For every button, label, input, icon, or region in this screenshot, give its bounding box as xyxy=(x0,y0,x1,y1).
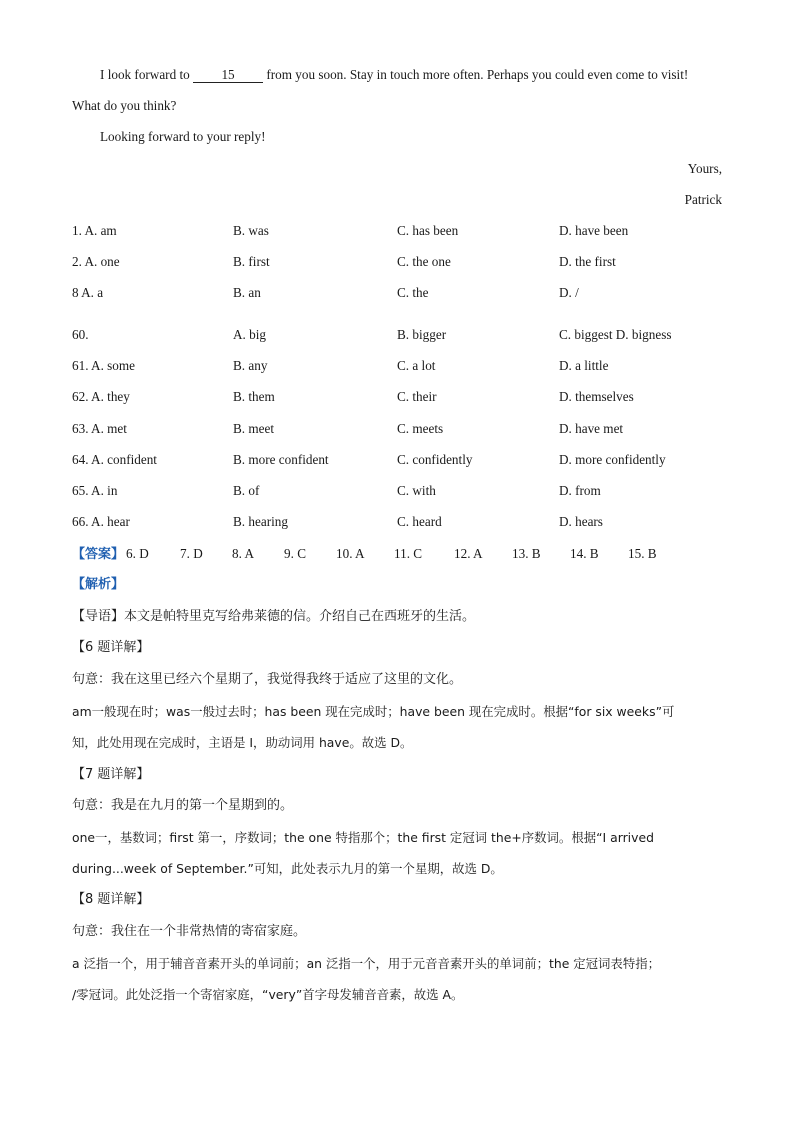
option-c: C. has been xyxy=(397,223,459,238)
analysis-tag-text: 【解析】 xyxy=(72,577,125,592)
q8-explanation-2: /零冠词。此处泛指一个寄宿家庭，“very”首字母发辅音音素，故选 A。 xyxy=(72,987,464,1002)
option-d: D. more confidently xyxy=(559,452,666,467)
blank-15: 15 xyxy=(193,68,263,83)
option-b: A. big xyxy=(233,327,266,342)
guide-text: 本文是帕特里克写给弗莱德的信。介绍自己在西班牙的生活。 xyxy=(124,609,476,624)
q7-tag: 【7 题详解】 xyxy=(72,767,150,782)
option-num: 2. A. one xyxy=(72,254,120,269)
option-num: 8 A. a xyxy=(72,285,104,300)
option-num: 61. A. some xyxy=(72,358,136,373)
q6-explanation-2: 知，此处用现在完成时，主语是 I，助动词用 have。故选 D。 xyxy=(72,735,413,750)
option-b: B. was xyxy=(233,223,269,238)
letter-line-1 xyxy=(100,67,688,83)
option-b: B. hearing xyxy=(233,514,288,529)
option-num: 66. A. hear xyxy=(72,514,130,529)
option-d: D. a little xyxy=(559,358,609,373)
answer-tag: 【答案】 xyxy=(72,547,125,562)
answer-item: 13. B xyxy=(512,546,541,561)
option-d: D. from xyxy=(559,483,601,498)
letter-text: I look forward to xyxy=(100,67,190,82)
answer-item: 8. A xyxy=(232,546,254,561)
option-b: B. an xyxy=(233,285,261,300)
option-b: B. meet xyxy=(233,421,275,436)
option-d: D. hears xyxy=(559,514,603,529)
option-c: C. meets xyxy=(397,421,444,436)
q7-explanation-1: one一，基数词；first 第一，序数词；the one 特指那个；the first 定冠词 the+序数词。根据“I arrived xyxy=(72,830,654,845)
q7-explanation-2: during...week of September.”可知，此处表示九月的第一个星期，故选 D。 xyxy=(72,861,503,876)
guide-tag: 【导语】 xyxy=(72,609,125,624)
letter-line-3: Looking forward to your reply! xyxy=(100,129,266,144)
q6-explanation-1: am一般现在时；was一般过去时；has been 现在完成时；have been 现在完成时。根据“for six weeks”可 xyxy=(72,704,675,719)
option-c: C. heard xyxy=(397,514,442,529)
analysis-tag xyxy=(72,577,124,593)
option-num: 65. A. in xyxy=(72,483,118,498)
guide-line xyxy=(72,609,475,625)
q6-tag: 【6 题详解】 xyxy=(72,640,150,655)
option-num: 1. A. am xyxy=(72,223,117,238)
answer-item: 15. B xyxy=(628,546,657,561)
option-c: C. the xyxy=(397,285,429,300)
option-d: D. the first xyxy=(559,254,616,269)
option-num: 64. A. confident xyxy=(72,452,157,467)
letter-closing: Yours, xyxy=(687,161,722,176)
option-d: D. have met xyxy=(559,421,624,436)
answer-item: 7. D xyxy=(180,546,203,561)
option-b: B. them xyxy=(233,389,275,404)
option-c: C. their xyxy=(397,389,437,404)
option-c: C. confidently xyxy=(397,452,473,467)
answer-line xyxy=(72,546,124,563)
answer-item: 9. C xyxy=(284,546,306,561)
option-d: D. have been xyxy=(559,223,629,238)
answer-item: 12. A xyxy=(454,546,483,561)
option-b: B. of xyxy=(233,483,260,498)
answer-item: 10. A xyxy=(336,546,365,561)
answer-item: 14. B xyxy=(570,546,599,561)
letter-signature: Patrick xyxy=(684,192,722,207)
option-c: C. the one xyxy=(397,254,451,269)
q8-tag: 【8 题详解】 xyxy=(72,892,150,907)
option-d: D. / xyxy=(559,285,579,300)
q7-meaning: 句意：我是在九月的第一个星期到的。 xyxy=(72,798,294,813)
option-num: 62. A. they xyxy=(72,389,130,404)
q8-explanation-1: a 泛指一个，用于辅音音素开头的单词前；an 泛指一个，用于元音音素开头的单词前；the 定冠词表特指； xyxy=(72,956,660,971)
option-c: C. a lot xyxy=(397,358,436,373)
option-c: C. with xyxy=(397,483,436,498)
letter-line-2: What do you think? xyxy=(72,98,177,113)
option-d: C. biggest D. bigness xyxy=(559,327,672,342)
option-d: D. themselves xyxy=(559,389,634,404)
answer-item: 6. D xyxy=(126,546,149,561)
option-b: B. any xyxy=(233,358,268,373)
option-b: B. more confident xyxy=(233,452,329,467)
answer-item: 11. C xyxy=(394,546,423,561)
q8-meaning: 句意：我住在一个非常热情的寄宿家庭。 xyxy=(72,924,307,939)
letter-text: from you soon. Stay in touch more often. Perhaps you could even come to visit! xyxy=(266,67,689,82)
option-num: 63. A. met xyxy=(72,421,127,436)
q6-meaning: 句意：我在这里已经六个星期了，我觉得我终于适应了这里的文化。 xyxy=(72,672,463,687)
option-b: B. first xyxy=(233,254,270,269)
option-num: 60. xyxy=(72,327,89,342)
option-c: B. bigger xyxy=(397,327,447,342)
